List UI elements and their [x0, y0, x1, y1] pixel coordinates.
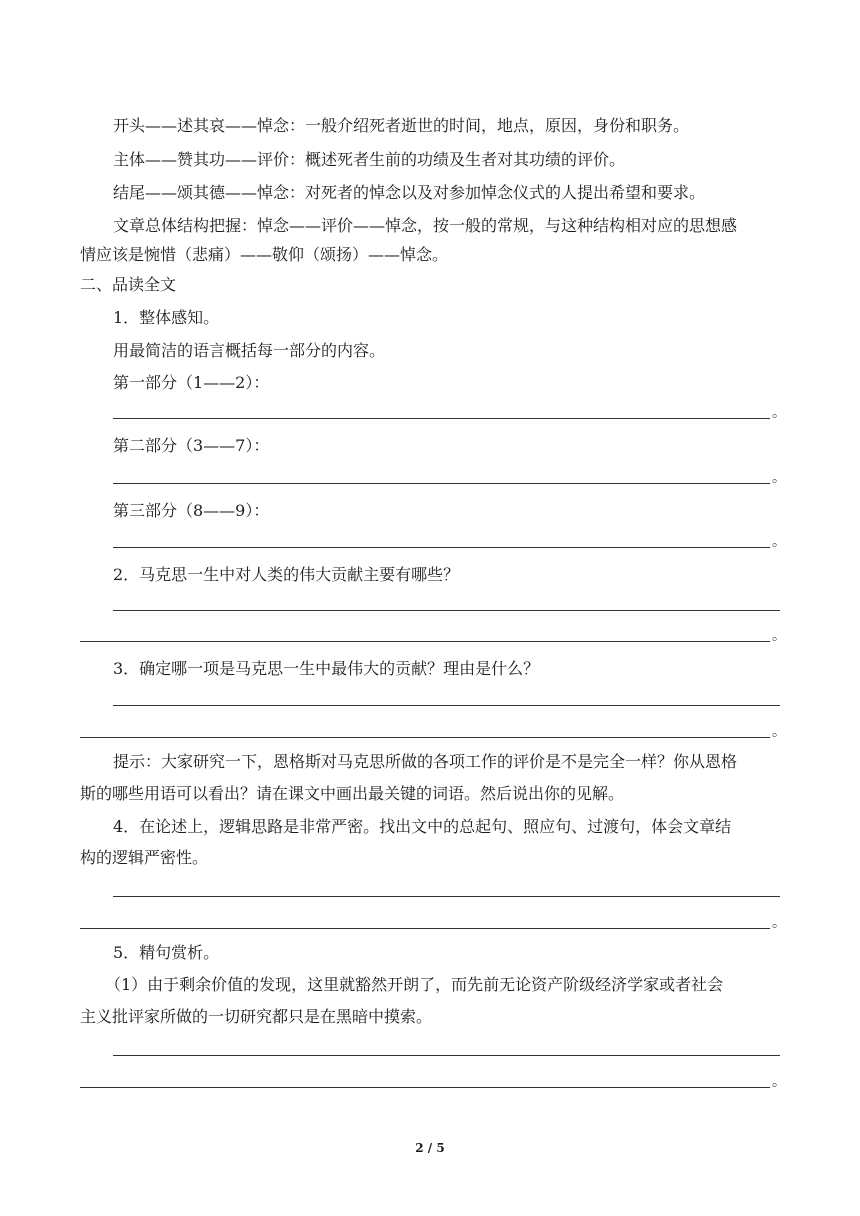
structure-opening: 开头——述其哀——悼念：一般介绍死者逝世的时间，地点，原因，身份和职务。	[113, 116, 690, 135]
period-mark: 。	[772, 405, 786, 421]
answer-line-q4-a[interactable]	[113, 896, 780, 897]
answer-line-q3-a[interactable]	[113, 705, 780, 706]
answer-line-q2-a[interactable]	[113, 610, 780, 611]
question-1-prompt: 用最简洁的语言概括每一部分的内容。	[113, 341, 386, 360]
period-mark: 。	[772, 470, 786, 486]
period-mark: 。	[772, 1074, 786, 1090]
answer-line-part1[interactable]	[113, 418, 770, 419]
question-4-line2: 构的逻辑严密性。	[80, 848, 209, 867]
question-5-title: 5．精句赏析。	[113, 943, 220, 962]
answer-line-part3[interactable]	[113, 547, 770, 548]
quote-1-line1: （1）由于剩余价值的发现，这里就豁然开朗了，而先前无论资产阶级经济学家或者社会	[105, 975, 724, 994]
period-mark: 。	[772, 915, 786, 931]
period-mark: 。	[772, 534, 786, 550]
answer-line-q5-b[interactable]	[80, 1087, 770, 1088]
answer-line-q3-b[interactable]	[80, 737, 770, 738]
quote-1-line2: 主义批评家所做的一切研究都只是在黑暗中摸索。	[80, 1007, 433, 1026]
period-mark: 。	[772, 628, 786, 644]
structure-ending: 结尾——颂其德——悼念：对死者的悼念以及对参加悼念仪式的人提出希望和要求。	[113, 183, 706, 202]
answer-line-part2[interactable]	[113, 483, 770, 484]
answer-line-q5-a[interactable]	[113, 1055, 780, 1056]
structure-overall-line1: 文章总体结构把握：悼念——评价——悼念，按一般的常规，与这种结构相对应的思想感	[113, 216, 738, 235]
page-number: 2 / 5	[415, 1141, 445, 1155]
period-mark: 。	[772, 724, 786, 740]
part-1-label: 第一部分（1——2）：	[113, 373, 270, 392]
answer-line-q2-b[interactable]	[80, 641, 770, 642]
part-3-label: 第三部分（8——9）：	[113, 501, 270, 520]
question-1-title: 1．整体感知。	[113, 308, 220, 327]
question-4-line1: 4．在论述上，逻辑思路是非常严密。找出文中的总起句、照应句、过渡句，体会文章结	[113, 817, 732, 836]
question-3: 3．确定哪一项是马克思一生中最伟大的贡献？理由是什么？	[113, 659, 540, 678]
structure-overall-line2: 情应该是惋惜（悲痛）——敬仰（颂扬）——悼念。	[80, 245, 449, 264]
part-2-label: 第二部分（3——7）：	[113, 436, 270, 455]
hint-line1: 提示：大家研究一下，恩格斯对马克思所做的各项工作的评价是不是完全一样？你从恩格	[113, 752, 738, 771]
structure-body: 主体——赞其功——评价：概述死者生前的功绩及生者对其功绩的评价。	[113, 150, 626, 169]
section-heading: 二、品读全文	[80, 275, 177, 294]
question-2: 2．马克思一生中对人类的伟大贡献主要有哪些？	[113, 565, 460, 584]
answer-line-q4-b[interactable]	[80, 928, 770, 929]
hint-line2: 斯的哪些用语可以看出？请在课文中画出最关键的词语。然后说出你的见解。	[80, 784, 625, 803]
